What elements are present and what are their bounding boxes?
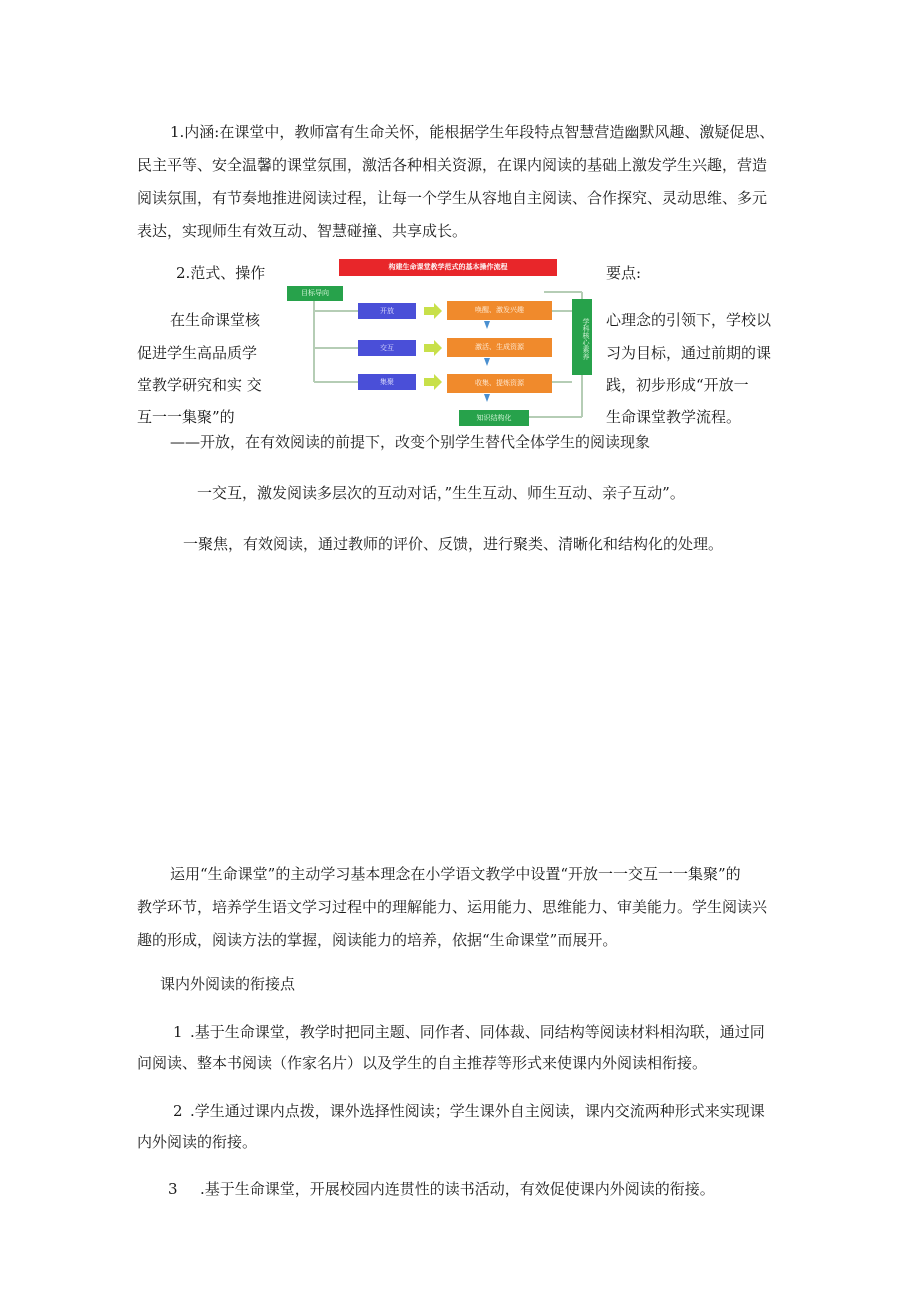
flowchart-result-3: 收集、提炼资源 bbox=[447, 374, 552, 393]
list-item-text: 内外阅读的衔接。 bbox=[137, 1133, 258, 1151]
wrap-right-line: 践，初步形成“开放一 bbox=[606, 376, 749, 394]
list-item-number: 2 bbox=[173, 1102, 183, 1120]
wrap-left-line: 互一一集聚”的 bbox=[137, 408, 235, 426]
flowchart-result-1: 唤醒、激发兴趣 bbox=[447, 301, 552, 320]
wrap-right-line: 习为目标，通过前期的课 bbox=[606, 344, 772, 362]
flowchart-step-open: 开放 bbox=[358, 303, 416, 319]
point-focus: 一聚焦，有效阅读，通过教师的评价、反馈，进行聚类、清晰化和结构化的处理。 bbox=[183, 535, 724, 553]
section1-line: 阅读氛围，有节奏地推进阅读过程，让每一个学生从容地自主阅读、合作探究、灵动思维、多元 bbox=[137, 189, 768, 207]
section1-line: 1.内涵:在课堂中，教师富有生命关怀，能根据学生年段特点智慧营造幽默风趣、激疑促思、 bbox=[170, 123, 775, 141]
list-item-text: .基于生命课堂，教学时把同主题、同作者、同体裁、同结构等阅读材料相沟联，通过同 bbox=[190, 1023, 765, 1041]
flowchart-goal-box: 目标导向 bbox=[287, 286, 343, 301]
section3-paragraph bbox=[137, 858, 767, 957]
wrap-left-line: 堂教学研究和实 交 bbox=[137, 376, 262, 394]
section3-line: 教学环节，培养学生语文学习过程中的理解能力、运用能力、思维能力、审美能力。学生阅读兴 bbox=[137, 898, 768, 916]
list-item-text: 问阅读、整本书阅读（作家名片）以及学生的自主推荐等形式来使课内外阅读相衔接。 bbox=[137, 1054, 708, 1072]
list-item-text: .学生通过课内点拨，课外选择性阅读；学生课外自主阅读，课内交流两种形式来实现课 bbox=[190, 1102, 765, 1120]
section1-paragraph bbox=[137, 116, 774, 248]
flowchart-knowledge-structure: 知识结构化 bbox=[459, 410, 529, 426]
section3-line: 趣的形成，阅读方法的掌握，阅读能力的培养，依据“生命课堂”而展开。 bbox=[137, 931, 618, 949]
section3-line: 运用“生命课堂”的主动学习基本理念在小学语文教学中设置“开放一一交互一一集聚”的 bbox=[170, 865, 741, 883]
wrap-right-line: 生命课堂教学流程。 bbox=[606, 408, 742, 426]
list-item-text: .基于生命课堂，开展校园内连贯性的读书活动，有效促使课内外阅读的衔接。 bbox=[200, 1180, 715, 1198]
flowchart-result-2: 激活、生成资源 bbox=[447, 338, 552, 357]
section1-line: 表达，实现师生有效互动、智慧碰撞、共享成长。 bbox=[137, 222, 468, 240]
flowchart-step-gather: 集聚 bbox=[358, 374, 416, 390]
section2-heading-left: 2.范式、操作 bbox=[176, 264, 266, 282]
flowchart bbox=[284, 257, 598, 429]
point-open: ——开放，在有效阅读的前提下，改变个别学生替代全体学生的阅读现象 bbox=[170, 433, 651, 451]
flowchart-title: 构建生命课堂教学范式的基本操作流程 bbox=[339, 259, 557, 276]
wrap-left-line: 在生命课堂核 bbox=[170, 311, 261, 329]
list-item-number: 3 bbox=[168, 1180, 178, 1198]
flowchart-core-literacy bbox=[572, 299, 592, 375]
flowchart-core-literacy-label: 学科核心素养 bbox=[582, 318, 590, 360]
section3-heading: 课内外阅读的衔接点 bbox=[160, 975, 296, 993]
section2-heading-right: 要点: bbox=[606, 264, 642, 282]
wrap-left-line: 促进学生高品质学 bbox=[137, 344, 258, 362]
wrap-right-line: 心理念的引领下，学校以 bbox=[606, 311, 772, 329]
section1-line: 民主平等、安全温馨的课堂氛围，激活各种相关资源，在课内阅读的基础上激发学生兴趣，营造 bbox=[137, 156, 768, 174]
point-interact: 一交互，激发阅读多层次的互动对话，”生生互动、师生互动、亲子互动”。 bbox=[197, 484, 685, 502]
flowchart-arrows bbox=[424, 303, 442, 390]
list-item-number: 1 bbox=[173, 1023, 183, 1041]
flowchart-step-interact: 交互 bbox=[358, 340, 416, 356]
